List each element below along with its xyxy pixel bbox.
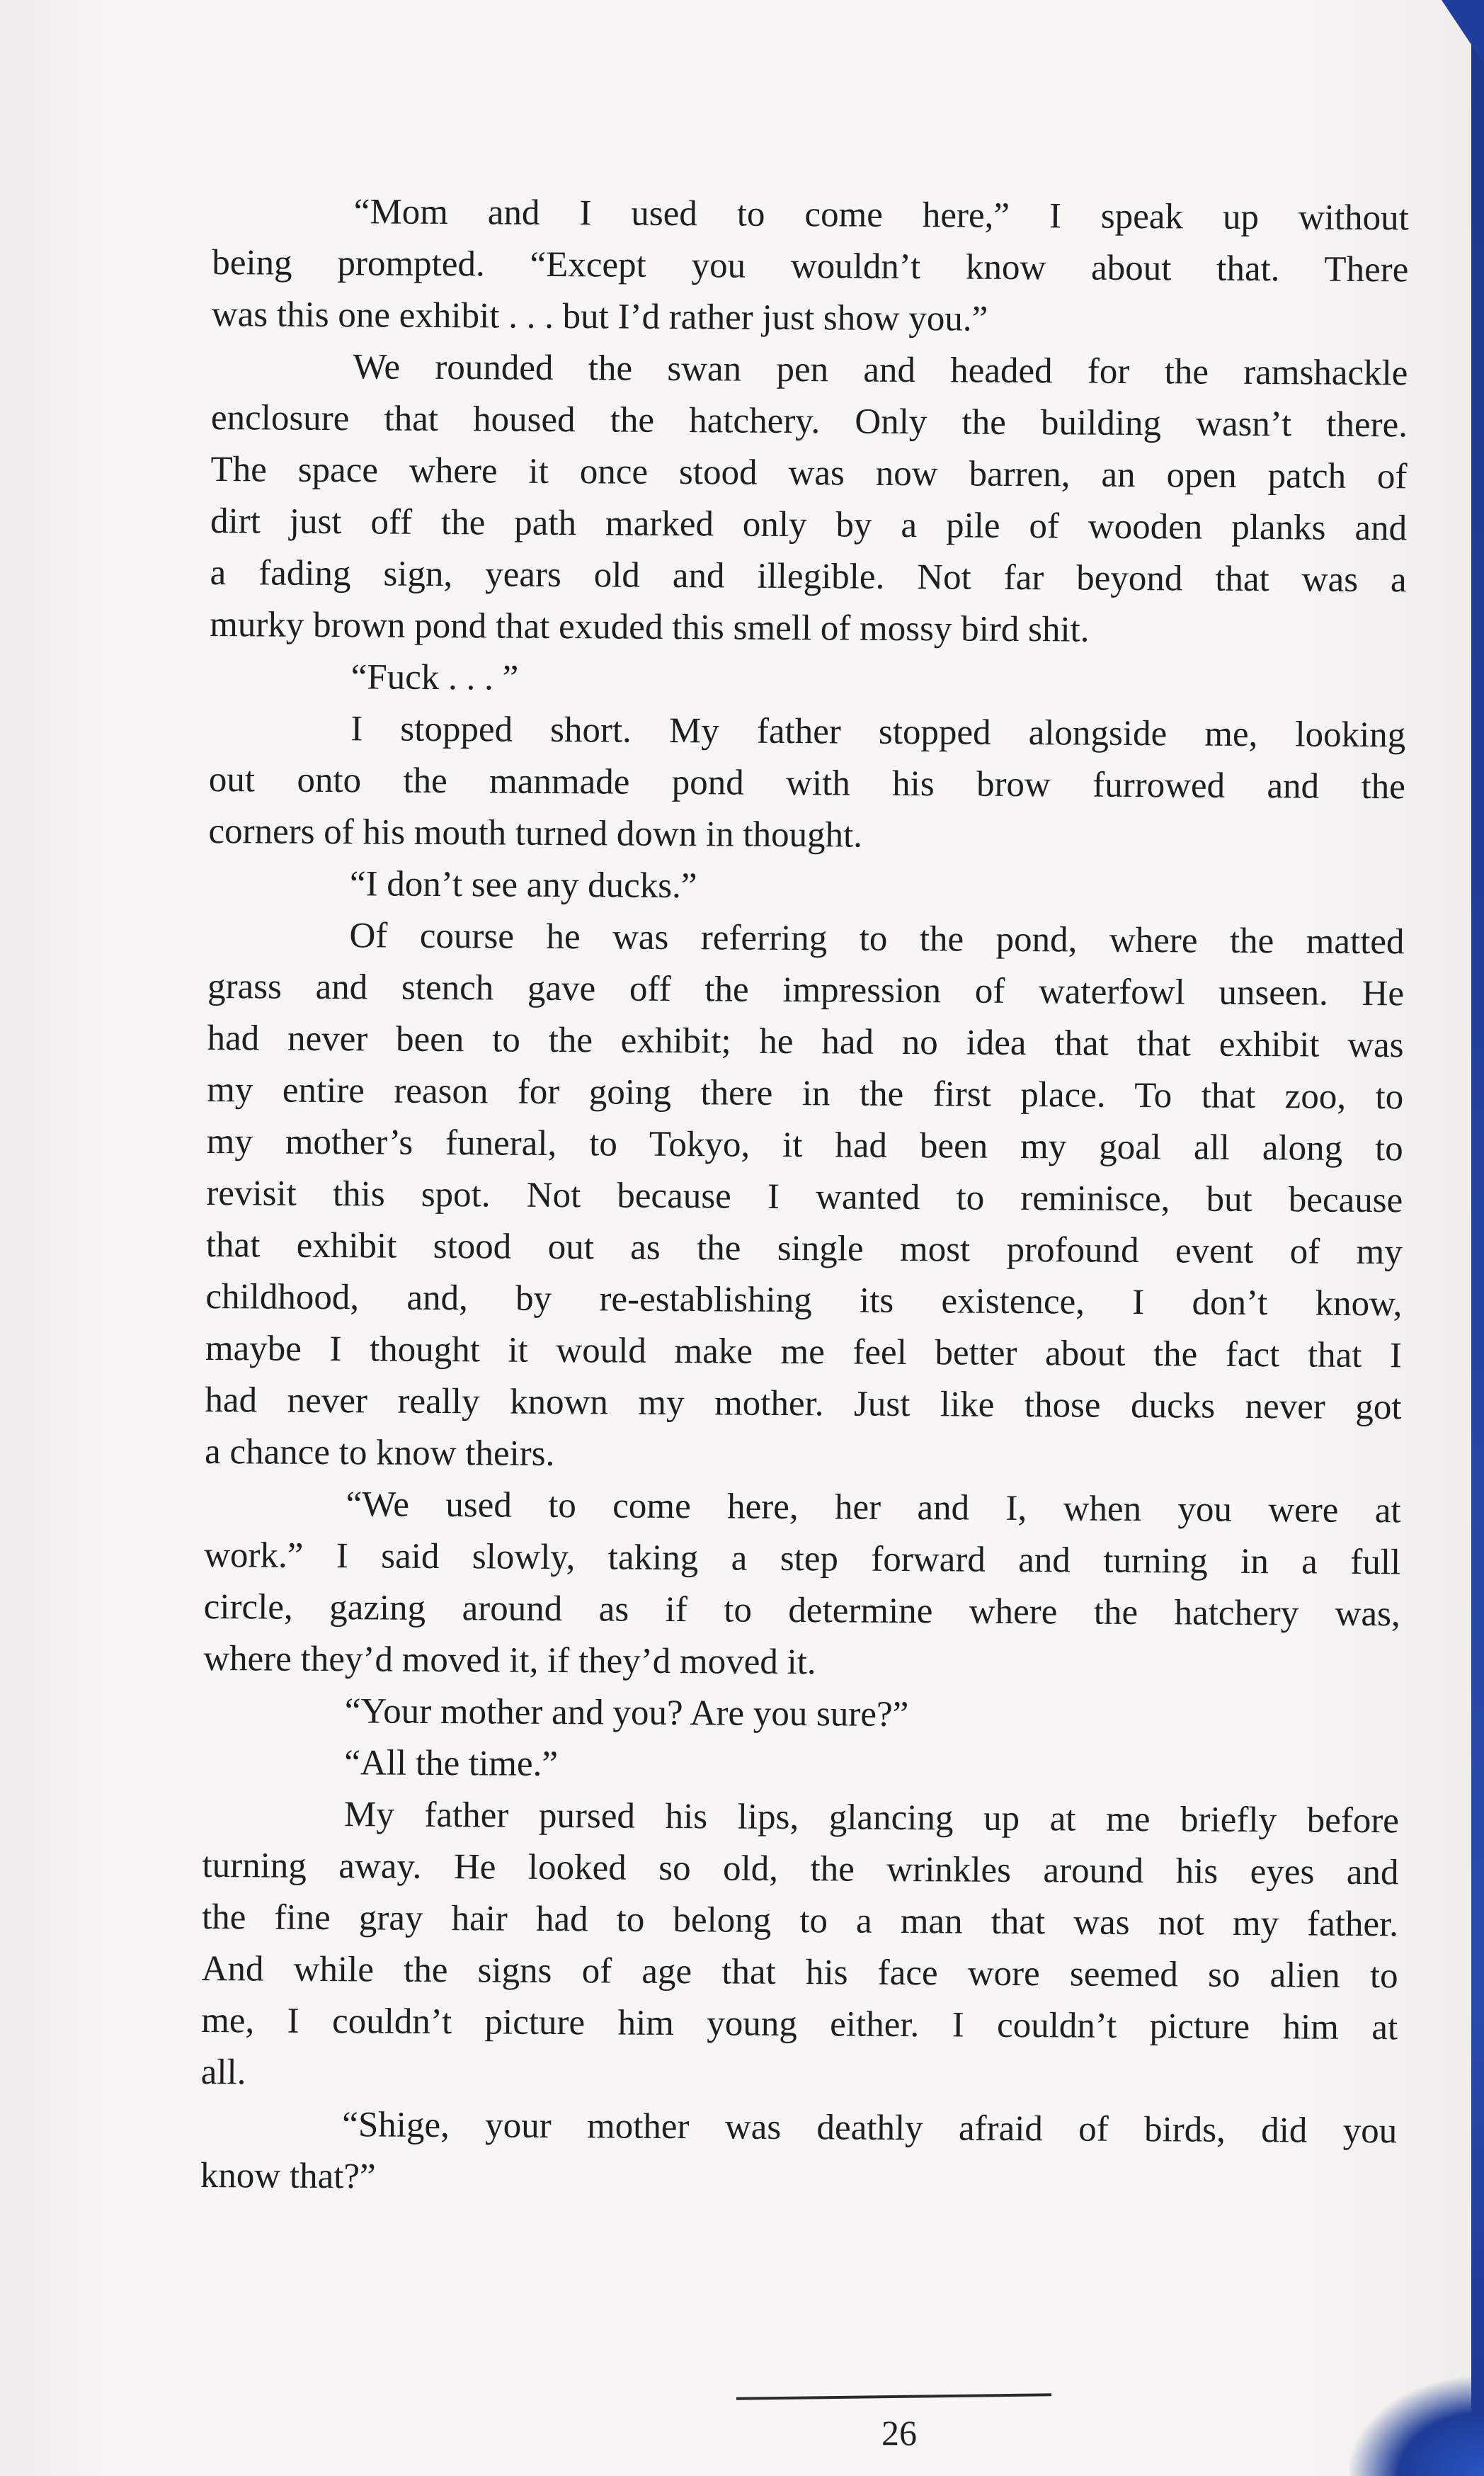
text-line: had never really known my mother. Just like those ducks never got bbox=[205, 1380, 1402, 1428]
book-cover-edge bbox=[1471, 0, 1484, 2476]
text-line: The space where it once stood was now barren, an open patch of bbox=[210, 449, 1408, 497]
text-line: grass and stench gave off the impression of waterfowl unseen. He bbox=[207, 966, 1405, 1014]
text-line: where they’d moved it, if they’d moved it. bbox=[203, 1638, 816, 1683]
page-number: 26 bbox=[881, 2413, 917, 2453]
book-cover-corner-bottom bbox=[1349, 2377, 1484, 2476]
text-line: a chance to know theirs. bbox=[204, 1431, 555, 1474]
text-line: my entire reason for going there in the first place. To that zoo, to bbox=[207, 1069, 1404, 1118]
text-line: “I don’t see any ducks.” bbox=[349, 864, 697, 907]
text-line: turning away. He looked so old, the wrinkles around his eyes and bbox=[202, 1845, 1399, 1893]
text-line: childhood, and, by re-establishing its existence, I don’t know, bbox=[205, 1276, 1403, 1324]
text-line: work.” I said slowly, taking a step forward and turning in a full bbox=[204, 1535, 1401, 1583]
body-text bbox=[200, 186, 1409, 2209]
text-line: dirt just off the path marked only by a pile of wooden planks and bbox=[210, 501, 1408, 549]
text-line: “Your mother and you? Are you sure?” bbox=[344, 1691, 909, 1735]
text-line: My father pursed his lips, glancing up at me briefly before bbox=[343, 1795, 1400, 1841]
text-line: And while the signs of age that his face wore seemed so alien to bbox=[201, 1948, 1398, 1997]
text-line: murky brown pond that exuded this smell of mossy bird shit. bbox=[210, 604, 1090, 650]
text-line: a fading sign, years old and illegible. Not far beyond that was a bbox=[210, 552, 1407, 601]
text-line: enclosure that housed the hatchery. Only the building wasn’t there. bbox=[210, 397, 1408, 445]
text-line: I stopped short. My father stopped alongside me, looking bbox=[350, 709, 1406, 756]
text-line: We rounded the swan pen and headed for the ramshackle bbox=[353, 347, 1408, 394]
text-line: had never been to the exhibit; he had no idea that that exhibit was bbox=[207, 1018, 1404, 1066]
text-line: know that?” bbox=[200, 2155, 376, 2197]
text-line: “We used to come here, her and I, when you were at bbox=[346, 1484, 1401, 1531]
text-line: “All the time.” bbox=[344, 1743, 559, 1785]
text-line: me, I couldn’t picture him young either. I couldn’t picture him at bbox=[201, 2000, 1398, 2048]
text-line: Of course he was referring to the pond, where the matted bbox=[349, 916, 1405, 962]
text-line: the fine gray hair had to belong to a man that was not my father. bbox=[201, 1897, 1399, 1945]
text-line: “Mom and I used to come here,” I speak up without bbox=[353, 192, 1409, 239]
text-line: corners of his mouth turned down in thought. bbox=[208, 811, 863, 856]
text-line: was this one exhibit . . . but I’d rather just show you.” bbox=[211, 294, 988, 339]
text-line: maybe I thought it would make me feel better about the fact that I bbox=[205, 1328, 1403, 1376]
text-line: that exhibit stood out as the single most profound event of my bbox=[205, 1225, 1403, 1273]
text-line: being prompted. “Except you wouldn’t know about that. There bbox=[212, 242, 1409, 290]
text-line: all. bbox=[200, 2052, 246, 2093]
book-cover-corner-top bbox=[1442, 0, 1484, 64]
text-line: “Fuck . . . ” bbox=[350, 657, 519, 698]
text-line: circle, gazing around as if to determine where the hatchery was, bbox=[203, 1586, 1400, 1635]
text-line: out onto the manmade pond with his brow furrowed and the bbox=[208, 759, 1406, 807]
text-line: my mother’s funeral, to Tokyo, it had been my goal all along to bbox=[206, 1121, 1403, 1169]
text-line: “Shige, your mother was deathly afraid of birds, did you bbox=[342, 2105, 1398, 2152]
text-line: revisit this spot. Not because I wanted to reminisce, but because bbox=[206, 1173, 1403, 1221]
